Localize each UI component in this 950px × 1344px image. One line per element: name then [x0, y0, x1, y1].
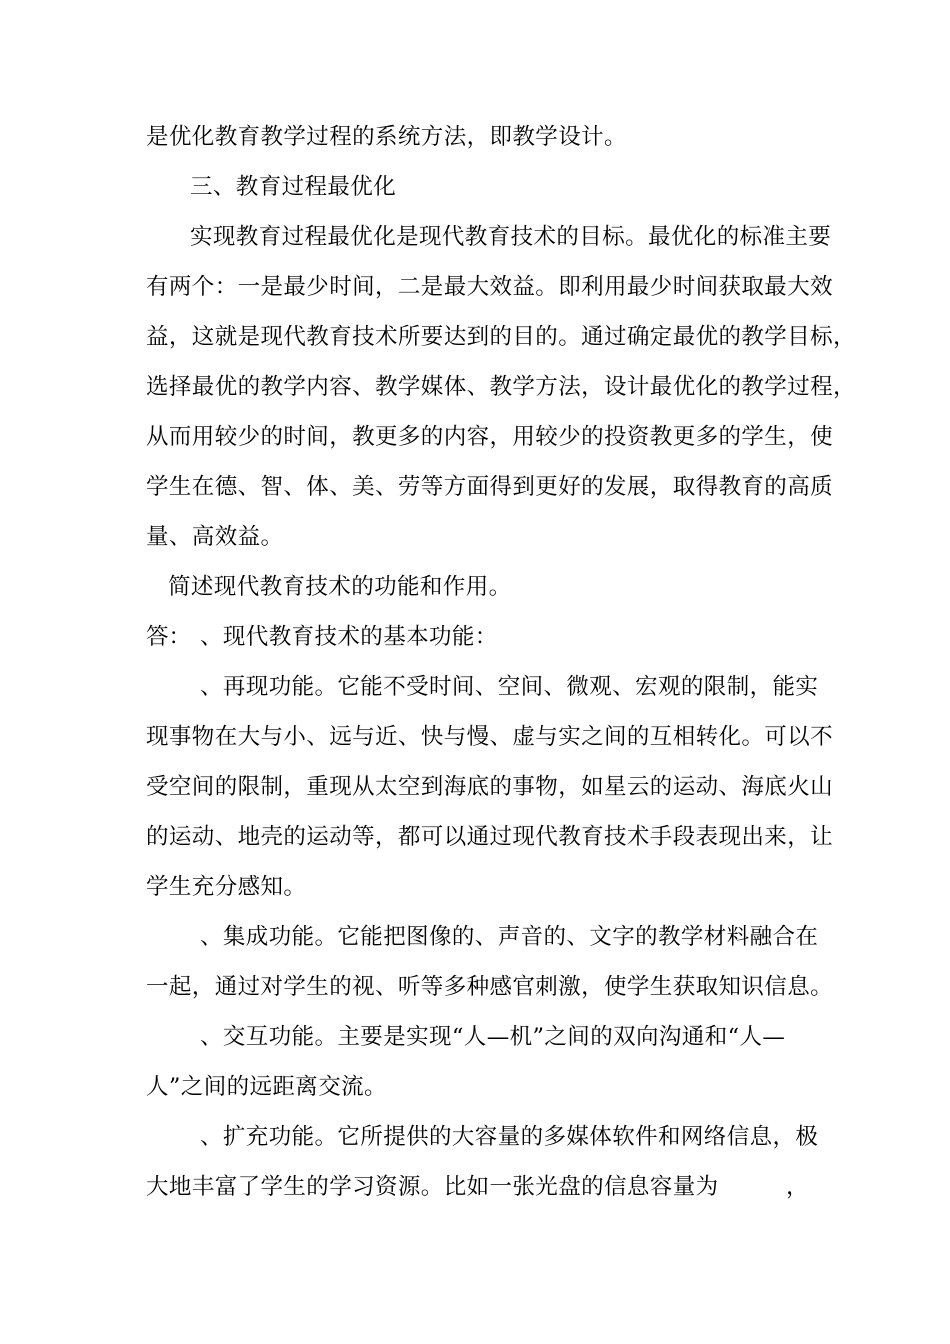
paragraph-line: 受空间的限制，重现从太空到海底的事物，如星云的运动、海底火山: [146, 774, 834, 800]
section-heading: 三、教育过程最优化: [190, 174, 397, 200]
paragraph-line: 益，这就是现代教育技术所要达到的目的。通过确定最优的教学目标，: [146, 324, 856, 350]
paragraph-line: 人”之间的远距离交流。: [146, 1074, 387, 1100]
paragraph-line: 是优化教育教学过程的系统方法，即教学设计。: [146, 124, 627, 150]
trailing-comma: ，: [786, 1174, 809, 1200]
answer-heading: 、现代教育技术的基本功能：: [200, 624, 498, 650]
paragraph-line: 、交互功能。主要是实现“人—机”之间的双向沟通和“人—: [200, 1024, 786, 1050]
paragraph-line: 的运动、地壳的运动等，都可以通过现代教育技术手段表现出来，让: [146, 824, 834, 850]
paragraph-line: 有两个：一是最少时间，二是最大效益。即利用最少时间获取最大效: [146, 274, 834, 300]
paragraph-line: 、扩充功能。它所提供的大容量的多媒体软件和网络信息，极: [200, 1124, 819, 1150]
paragraph-line: 学生充分感知。: [146, 874, 307, 900]
answer-label: 答：: [146, 624, 192, 650]
question-line: 简述现代教育技术的功能和作用。: [168, 574, 512, 600]
paragraph-line: 选择最优的教学内容、教学媒体、教学方法，设计最优化的教学过程，: [146, 374, 856, 400]
paragraph-line: 、再现功能。它能不受时间、空间、微观、宏观的限制，能实: [200, 674, 819, 700]
paragraph-line: 、集成功能。它能把图像的、声音的、文字的教学材料融合在: [200, 924, 819, 950]
paragraph-line: 从而用较少的时间，教更多的内容，用较少的投资教更多的学生，使: [146, 424, 834, 450]
paragraph-line: 大地丰富了学生的学习资源。比如一张光盘的信息容量为: [146, 1174, 719, 1200]
paragraph-line: 学生在德、智、体、美、劳等方面得到更好的发展，取得教育的高质: [146, 474, 834, 500]
paragraph-line: 实现教育过程最优化是现代教育技术的目标。最优化的标准主要: [190, 224, 832, 250]
paragraph-line: 现事物在大与小、远与近、快与慢、虚与实之间的互相转化。可以不: [146, 724, 834, 750]
paragraph-line: 量、高效益。: [146, 524, 284, 550]
paragraph-line: 一起，通过对学生的视、听等多种感官刺激，使学生获取知识信息。: [146, 974, 834, 1000]
